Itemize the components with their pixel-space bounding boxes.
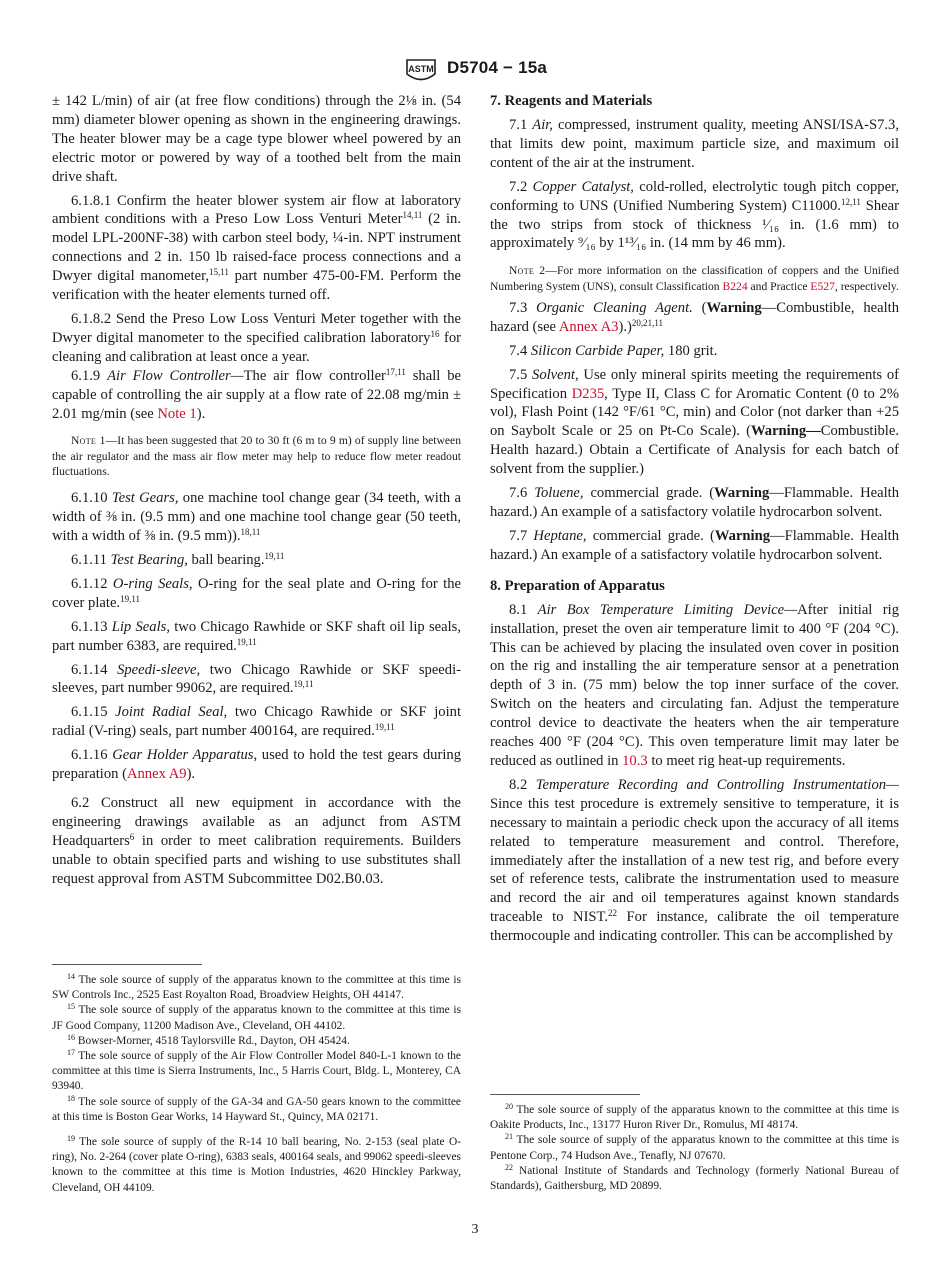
section-8-2: 8.2 Temperature Recording and Controlling Instrumentation—Since this test procedure is extremely sensitive to temperature, it is necessary to maintain a periodic check upon the accuracy of all items related to temperature measurement and control. Therefore, immediately after the installation of a new test rig, and before every set of reference tests, calibrate the instrumentation used to measure and record the air and oil temperatures against known standards traceable to NIST.$^{22}$ For instance, calibrate the oil temperature thermocouple and indicating controller. This can be accomplished by — [490, 776, 900, 945]
section-8-heading: 8. Preparation of Apparatus — [490, 577, 665, 594]
section-6-1-11: 6.1.11 Test Bearing, ball bearing.$^{19,11}$ — [71, 551, 285, 569]
section-6-1-12: 6.1.12 O-ring Seals, O-ring for the seal plate and O-ring for the cover plate.$^{19,11}$ — [52, 575, 461, 611]
section-7-3: 7.3 Organic Cleaning Agent. (Warning—Combustible, health hazard (see Annex A3).)$^{20,21,11}$ — [490, 299, 899, 335]
e527-link[interactable]: E527 — [810, 279, 835, 293]
section-6-1-10: 6.1.10 Test Gears, one machine tool change gear (34 teeth, with a width of ⅜ in. (9.5 mm) and one machine tool change gear (50 teeth, with a width of ⅜ in. (9.5 mm)).$^{18,11}$ — [52, 490, 461, 545]
section-7-4: 7.4 Silicon Carbide Paper, 180 grit. — [509, 342, 718, 359]
annex-a9-link[interactable]: Annex A9 — [126, 766, 187, 783]
logo-text: ASTM — [408, 64, 434, 74]
note-2: Note 2—For more information on the classification of coppers and the Unified Numbering System (UNS), consult Classification B224 and Practice E527, respectively. — [490, 264, 900, 293]
b224-link[interactable]: B224 — [722, 279, 748, 293]
note-1: Note 1—It has been suggested that 20 to 30 ft (6 m to 9 m) of supply line between the air regulator and the mass air flow meter may help to reduce flow meter readout fluctuations. — [52, 434, 461, 478]
paragraph: ± 142 L/min) of air (at free flow conditions) through the 2⅛ in. (54 mm) diameter blower opening as shown in the engineering drawings. The heater blower may be a cage type blower wheel powered by an electric motor or powered by way of a toothed belt from the main drive shaft. — [52, 93, 461, 185]
section-7-1: 7.1 Air, compressed, instrument quality, meeting ANSI/ISA-S7.3, that limits dew point, maximum particle size, and maximum oil content of the air at the instrument. — [490, 117, 900, 171]
section-6-1-15: 6.1.15 Joint Radial Seal, two Chicago Rawhide or SKF joint radial (V-ring) seals, part number 400164, are required.$^{19,11}$ — [52, 704, 461, 740]
footnote-18: $^{18}$ The sole source of supply of the GA-34 and GA-50 gears known to the committee at this time is Boston Gear Works, 14 Hayward St., Quincy, MA 02171. — [52, 1093, 461, 1123]
section-7-5: 7.5 Solvent, Use only mineral spirits meeting the requirements of Specification D235, Type II, Class C for Aromatic Content (0 to 2% vol), Flash Point (142 °F/61 °C, min) and Color (not darker than +25 on Saybolt Scale or 25 on Pt-Co Scale). (Warning—Combustible. Health hazard.) Obtain a Certificate of Analysis for each batch of solvent from the supplier.) — [490, 366, 899, 478]
footnote-20: $^{20}$ The sole source of supply of the apparatus known to the committee at this time is Oakite Products, Inc., 13177 Huron River Dr., Romulus, MI 48174. — [490, 1102, 899, 1132]
note-1-link[interactable]: Note 1 — [157, 405, 197, 422]
footnote-16: $^{16}$ Bowser-Morner, 4518 Taylorsville Rd., Dayton, OH 45424. — [67, 1032, 350, 1047]
page-header — [0, 56, 950, 86]
section-6-2: 6.2 Construct all new equipment in accordance with the engineering drawings available as an adjunct from ASTM Headquarters$^6$ in order to meet calibration requirements. Builders unable to obtain specified parts and wishing to use substitutes shall request approval from ASTM Subcommittee D02.B0.03. — [52, 794, 461, 887]
section-6-1-9: 6.1.9 Air Flow Controller—The air flow controller$^{17,11}$ shall be capable of controlling the air supply at a flow rate of 22.08 mg/min ± 2.01 mg/min (see Note 1). — [52, 366, 461, 422]
d235-link[interactable]: D235 — [571, 385, 605, 402]
footnote-14: $^{14}$ The sole source of supply of the apparatus known to the committee at this time is SW Controls Inc., 2525 East Royalton Road, Broadview Heights, OH 44147. — [52, 972, 461, 1002]
section-6-1-14: 6.1.14 Speedi-sleeve, two Chicago Rawhide or SKF speedi-sleeves, part number 99062, are required.$^{19,11}$ — [52, 661, 461, 697]
footnote-19: $^{19}$ The sole source of supply of the R-14 10 ball bearing, No. 2-153 (seal plate O-ring), No. 2-264 (cover plate O-ring), 6383 seals, 400164 seals, and 99062 speedi-sleeves known to the committee at this time is Motion Industries, 4620 Hinckley Parkway, Cleveland, OH 44109. — [52, 1134, 461, 1194]
right-footnotes — [490, 1094, 899, 1194]
section-6-1-8-1: 6.1.8.1 Confirm the heater blower system air flow at laboratory ambient conditions with a Preso Low Loss Venturi Meter$^{14,11}$ (2 in. model LPL-200NF-38) with carbon steel body, ¼-in. NPT instrument connections and 2 in. 150 lb raised-face process connections and a Dwyer digital manometer,$^{15,11}$ part number 475-00-FM. Perform the verification with the heater elements turned off. — [52, 192, 461, 304]
section-7-heading: 7. Reagents and Materials — [490, 93, 653, 109]
section-6-1-13: 6.1.13 Lip Seals, two Chicago Rawhide or SKF shaft oil lip seals, part number 6383, are required.$^{19,11}$ — [52, 618, 461, 654]
right-column — [490, 92, 899, 946]
left-column — [52, 92, 461, 889]
footnote-21: $^{21}$ The sole source of supply of the apparatus known to the committee at this time is Pentone Corp., 74 Hudson Ave., Tenafly, NJ 07670. — [490, 1132, 899, 1162]
page-number: 3 — [471, 1222, 479, 1237]
footnote-22: $^{22}$ National Institute of Standards and Technology (formerly National Bureau of Standards), Gaithersburg, MD 20899. — [490, 1162, 899, 1193]
section-6-1-8-2: 6.1.8.2 Send the Preso Low Loss Venturi Meter together with the Dwyer digital manometer to the specified calibration laboratory$^{16}$ for cleaning and calibration at least once a year. — [52, 310, 461, 365]
section-7-7: 7.7 Heptane, commercial grade. (Warning—Flammable. Health hazard.) An example of a satisfactory volatile hydrocarbon solvent. — [490, 527, 899, 563]
section-6-1-16: 6.1.16 Gear Holder Apparatus, used to hold the test gears during preparation (Annex A9). — [52, 747, 461, 783]
section-10-3-link[interactable]: 10.3 — [622, 752, 648, 769]
footnote-17: $^{17}$ The sole source of supply of the Air Flow Controller Model 840-L-1 known to the committee at this time is Sierra Instruments, Inc., 5 Harris Court, Bldg. L, Monterey, CA 93940. — [52, 1048, 461, 1093]
standard-designation: D5704 − 15a — [447, 58, 548, 77]
left-footnotes — [52, 964, 461, 1196]
section-7-6: 7.6 Toluene, commercial grade. (Warning—Flammable. Health hazard.) An example of a satisfactory volatile hydrocarbon solvent. — [490, 485, 899, 520]
annex-a3-link[interactable]: Annex A3 — [558, 318, 619, 335]
section-8-1: 8.1 Air Box Temperature Limiting Device—After initial rig installation, preset the oven air temperature limit to 400 °F (204 °C). This can be achieved by placing the insulated oven cover in position on the rig and installing the air temperature sensor at a penetration depth of 3 in. (75 mm) below the top inner surface of the cover. Switch on the heaters and circulating fan. Adjust the temperature control device to deactivate the heaters when the air temperature reaches 400 °F (204 °C). This oven temperature limit may later be reduced as outlined in 10.3 to meet rig heat-up requirements. — [490, 601, 899, 769]
footnote-15: $^{15}$ The sole source of supply of the apparatus known to the committee at this time is JF Good Company, 11200 Madison Ave., Cleveland, OH 44102. — [52, 1002, 461, 1032]
section-7-2: 7.2 Copper Catalyst, cold-rolled, electrolytic tough pitch copper, conforming to UNS (Unified Numbering System) C11000.$^{12,11}$ Shear the two strips from stock of thickness ¹⁄₁₆ in. (1.6 mm) to approximately ⁹⁄₁₆ by 1¹³⁄₁₆ in. (14 mm by 46 mm). — [490, 178, 900, 252]
astm-logo-icon — [404, 56, 438, 86]
